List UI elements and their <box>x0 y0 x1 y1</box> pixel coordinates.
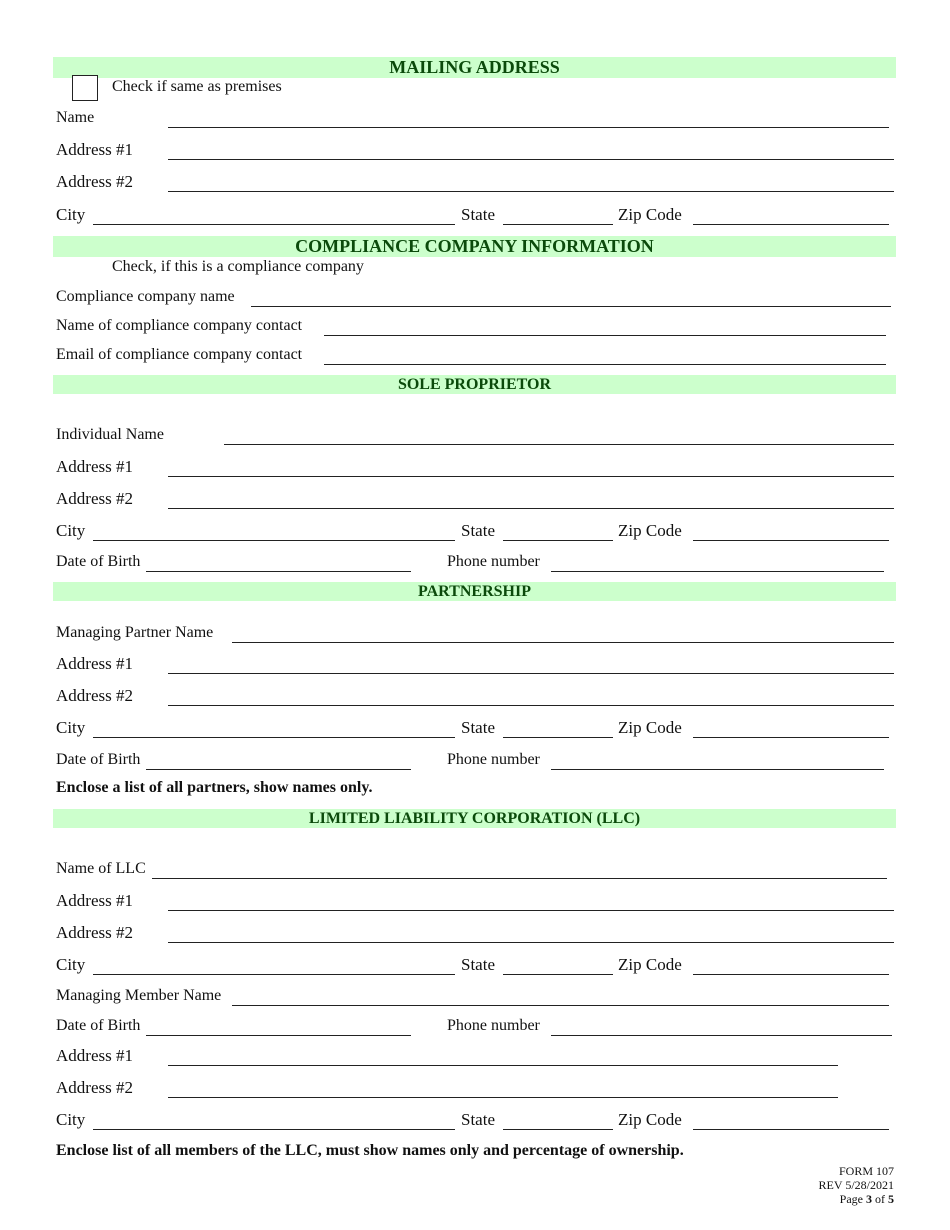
llc-member-address1-field[interactable] <box>168 1065 838 1066</box>
sole-city-row <box>0 521 950 543</box>
same-as-premises-checkbox[interactable] <box>72 75 98 101</box>
llc-address1-label: Address #1 <box>56 891 133 910</box>
llc-phone-label: Phone number <box>447 1017 540 1034</box>
form-footer <box>819 1164 894 1206</box>
partner-address2-field[interactable] <box>168 705 894 706</box>
mailing-state-label: State <box>461 205 495 224</box>
mailing-state-field[interactable] <box>503 224 613 225</box>
llc-member-address1-row <box>0 1046 950 1068</box>
form-number: FORM 107 <box>838 1164 894 1178</box>
partners-enclose-note: Enclose a list of all partners, show names only. <box>56 779 373 796</box>
mailing-zip-field[interactable] <box>693 224 889 225</box>
llc-member-zip-field[interactable] <box>693 1129 889 1130</box>
mailing-zip-label: Zip Code <box>618 205 682 224</box>
partner-address1-label: Address #1 <box>56 654 133 673</box>
sole-dob-field[interactable] <box>146 571 411 572</box>
sole-city-label: City <box>56 521 86 540</box>
llc-address2-row <box>0 923 950 945</box>
sole-address2-field[interactable] <box>168 508 894 509</box>
partner-phone-label: Phone number <box>447 751 540 768</box>
llc-address2-label: Address #2 <box>56 923 133 942</box>
mailing-name-field[interactable] <box>168 127 889 128</box>
sole-zip-label: Zip Code <box>618 521 682 540</box>
llc-state-label: State <box>461 955 495 974</box>
sole-name-row <box>0 425 950 447</box>
sole-state-field[interactable] <box>503 540 613 541</box>
mailing-address2-row <box>0 172 950 194</box>
partner-city-label: City <box>56 718 86 737</box>
llc-member-city-label: City <box>56 1110 86 1129</box>
partner-state-field[interactable] <box>503 737 613 738</box>
partner-state-label: State <box>461 718 495 737</box>
partner-name-label: Managing Partner Name <box>56 624 214 641</box>
partner-city-row <box>0 718 950 740</box>
llc-name-row <box>0 859 950 881</box>
llc-name-label: Name of LLC <box>56 860 146 877</box>
sole-dob-label: Date of Birth <box>56 553 141 570</box>
sole-address2-row <box>0 489 950 511</box>
page-total: 5 <box>888 1192 894 1206</box>
partner-dob-row <box>0 750 950 772</box>
sole-dob-row <box>0 552 950 574</box>
llc-member-address2-field[interactable] <box>168 1097 838 1098</box>
llc-member-field[interactable] <box>232 1005 889 1006</box>
partner-name-row <box>0 623 950 645</box>
mailing-address2-label: Address #2 <box>56 172 133 191</box>
llc-dob-field[interactable] <box>146 1035 411 1036</box>
compliance-check-label: Check, if this is a compliance company <box>112 258 364 275</box>
partner-zip-label: Zip Code <box>618 718 682 737</box>
llc-member-label: Managing Member Name <box>56 987 222 1004</box>
compliance-header: COMPLIANCE COMPANY INFORMATION <box>53 236 896 257</box>
sole-zip-field[interactable] <box>693 540 889 541</box>
llc-member-city-field[interactable] <box>93 1129 455 1130</box>
llc-member-city-row <box>0 1110 950 1132</box>
llc-city-label: City <box>56 955 86 974</box>
page-prefix: Page <box>839 1192 863 1206</box>
compliance-email-label: Email of compliance company contact <box>56 346 303 363</box>
llc-member-zip-label: Zip Code <box>618 1110 682 1129</box>
sole-phone-field[interactable] <box>551 571 884 572</box>
llc-address1-row <box>0 891 950 913</box>
mailing-city-label: City <box>56 205 86 224</box>
llc-member-address2-row <box>0 1078 950 1100</box>
compliance-contact-label: Name of compliance company contact <box>56 317 303 334</box>
llc-member-address2-label: Address #2 <box>56 1078 133 1097</box>
form-revision: REV 5/28/2021 <box>818 1178 894 1192</box>
compliance-contact-field[interactable] <box>324 335 886 336</box>
partner-address2-label: Address #2 <box>56 686 133 705</box>
sole-phone-label: Phone number <box>447 553 540 570</box>
partner-name-field[interactable] <box>232 642 894 643</box>
partner-address2-row <box>0 686 950 708</box>
page-indicator <box>819 1192 894 1206</box>
mailing-address1-label: Address #1 <box>56 140 133 159</box>
llc-header: LIMITED LIABILITY CORPORATION (LLC) <box>53 809 896 828</box>
mailing-address2-field[interactable] <box>168 191 894 192</box>
partner-phone-field[interactable] <box>551 769 884 770</box>
mailing-address1-field[interactable] <box>168 159 894 160</box>
page-current: 3 <box>866 1192 872 1206</box>
mailing-name-label: Name <box>56 109 95 126</box>
partner-dob-field[interactable] <box>146 769 411 770</box>
sole-proprietor-header: SOLE PROPRIETOR <box>53 375 896 394</box>
compliance-name-label: Compliance company name <box>56 288 235 305</box>
partner-zip-field[interactable] <box>693 737 889 738</box>
sole-address2-label: Address #2 <box>56 489 133 508</box>
llc-member-row <box>0 986 950 1008</box>
llc-address2-field[interactable] <box>168 942 894 943</box>
llc-enclose-note: Enclose list of all members of the LLC, must show names only and percentage of ownership. <box>56 1142 684 1159</box>
llc-zip-field[interactable] <box>693 974 889 975</box>
mailing-name-row <box>0 108 950 130</box>
sole-address1-field[interactable] <box>168 476 894 477</box>
partner-dob-label: Date of Birth <box>56 751 141 768</box>
mailing-city-field[interactable] <box>93 224 455 225</box>
llc-city-field[interactable] <box>93 974 455 975</box>
llc-name-field[interactable] <box>152 878 887 879</box>
llc-member-state-field[interactable] <box>503 1129 613 1130</box>
llc-address1-field[interactable] <box>168 910 894 911</box>
page-of: of <box>875 1192 885 1206</box>
llc-phone-field[interactable] <box>551 1035 892 1036</box>
llc-state-field[interactable] <box>503 974 613 975</box>
sole-state-label: State <box>461 521 495 540</box>
llc-city-row <box>0 955 950 977</box>
sole-address1-row <box>0 457 950 479</box>
compliance-email-field[interactable] <box>324 364 886 365</box>
compliance-contact-row <box>0 316 950 338</box>
compliance-name-row <box>0 287 950 309</box>
compliance-name-field[interactable] <box>251 306 891 307</box>
mailing-address-header: MAILING ADDRESS <box>53 57 896 78</box>
llc-dob-row <box>0 1016 950 1038</box>
partner-address1-row <box>0 654 950 676</box>
sole-name-field[interactable] <box>224 444 894 445</box>
partnership-header: PARTNERSHIP <box>53 582 896 601</box>
partner-address1-field[interactable] <box>168 673 894 674</box>
llc-dob-label: Date of Birth <box>56 1017 141 1034</box>
sole-address1-label: Address #1 <box>56 457 133 476</box>
llc-member-address1-label: Address #1 <box>56 1046 133 1065</box>
partner-city-field[interactable] <box>93 737 455 738</box>
llc-zip-label: Zip Code <box>618 955 682 974</box>
same-as-premises-label: Check if same as premises <box>112 78 282 95</box>
sole-name-label: Individual Name <box>56 426 164 443</box>
mailing-city-row <box>0 205 950 227</box>
sole-city-field[interactable] <box>93 540 455 541</box>
llc-member-state-label: State <box>461 1110 495 1129</box>
mailing-address1-row <box>0 140 950 162</box>
compliance-email-row <box>0 345 950 367</box>
